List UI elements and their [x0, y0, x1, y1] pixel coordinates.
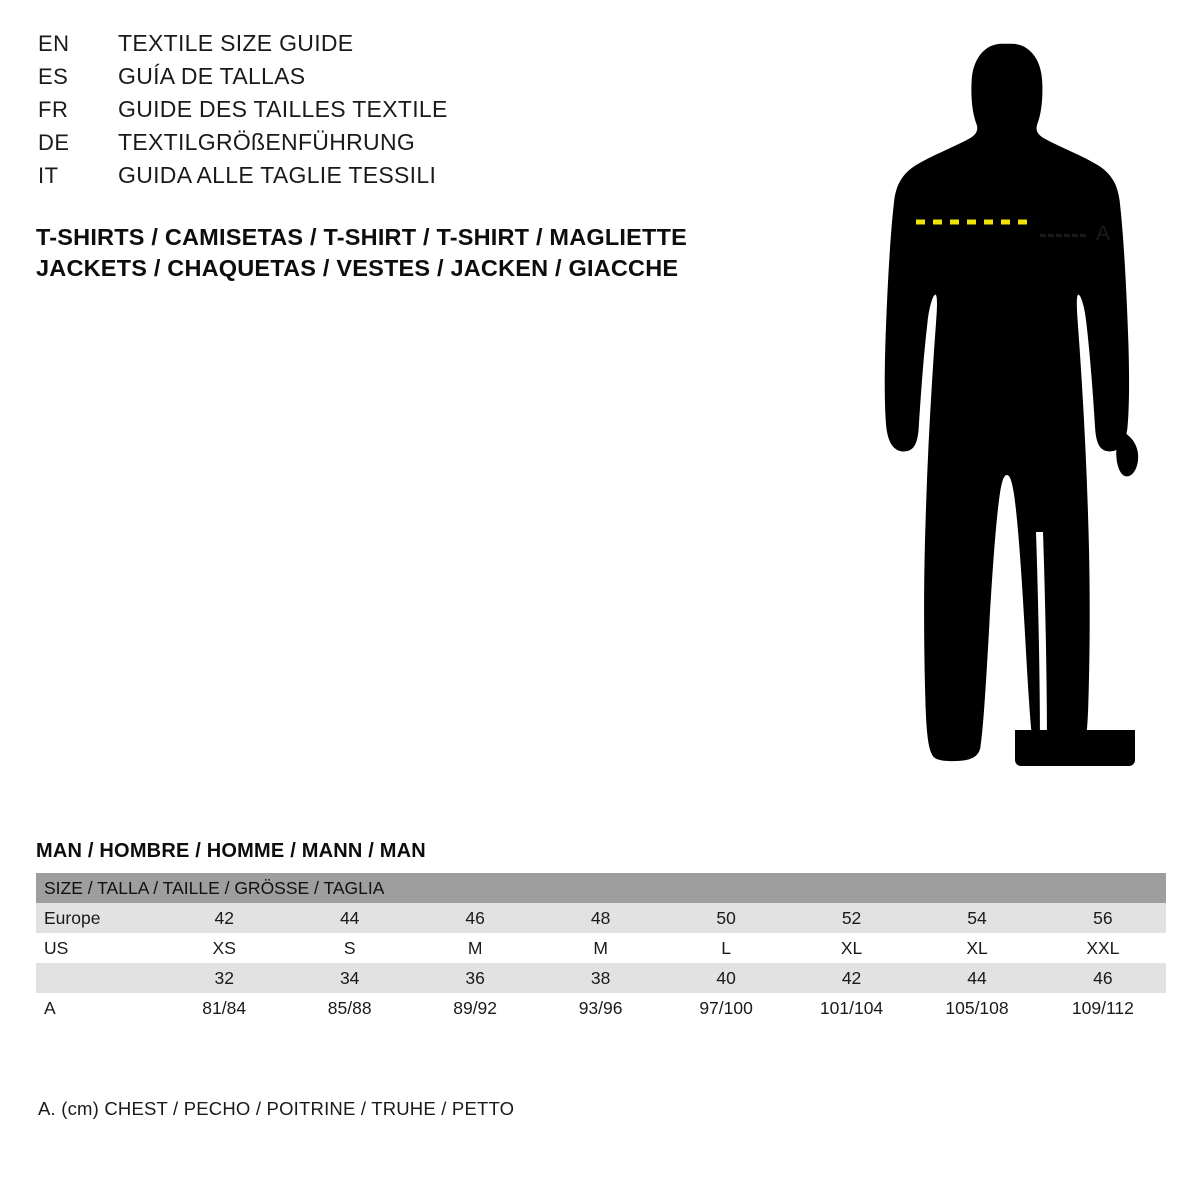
cell: M [412, 933, 537, 963]
cell: 46 [1040, 963, 1166, 993]
row-label: US [36, 933, 161, 963]
table-row [36, 993, 1166, 1023]
row-label: Europe [36, 903, 161, 933]
cell: 93/96 [538, 993, 663, 1023]
measure-label-a: A [1096, 222, 1112, 245]
category-jackets: JACKETS / CHAQUETAS / VESTES / JACKEN / GIACCHE [36, 255, 679, 281]
language-row-it [38, 162, 758, 195]
cell: 44 [914, 963, 1039, 993]
cell: 44 [287, 903, 412, 933]
category-tshirts: T-SHIRTS / CAMISETAS / T-SHIRT / T-SHIRT / MAGLIETTE [36, 224, 687, 250]
cell: 54 [914, 903, 1039, 933]
cell: XS [161, 933, 286, 963]
table-row [36, 963, 1166, 993]
male-silhouette-figure [820, 10, 1180, 800]
language-title: GUIDE DES TAILLES TEXTILE [118, 96, 448, 122]
cell: 50 [663, 903, 788, 933]
table-header-row [36, 873, 1166, 903]
cell: 81/84 [161, 993, 286, 1023]
silhouette-foot-base [1015, 730, 1135, 766]
language-row-es [38, 63, 758, 96]
language-row-en [38, 30, 758, 63]
table-header-label: SIZE / TALLA / TAILLE / GRÖSSE / TAGLIA [36, 873, 1166, 903]
measurement-footnote: A. (cm) CHEST / PECHO / POITRINE / TRUHE / PETTO [38, 1098, 515, 1119]
row-label: A [36, 993, 161, 1023]
cell: 109/112 [1040, 993, 1166, 1023]
language-code: DE [38, 130, 70, 155]
language-title: TEXTILGRÖßENFÜHRUNG [118, 129, 416, 155]
silhouette-svg [820, 10, 1180, 800]
cell: L [663, 933, 788, 963]
garment-categories [36, 222, 687, 284]
cell: 40 [663, 963, 788, 993]
cell: 48 [538, 903, 663, 933]
cell: 32 [161, 963, 286, 993]
size-table-section [36, 840, 1166, 1023]
language-title: GUIDA ALLE TAGLIE TESSILI [118, 162, 437, 188]
cell: XL [789, 933, 914, 963]
row-label [36, 963, 161, 993]
language-row-fr [38, 96, 758, 129]
language-row-de [38, 129, 758, 162]
language-list [38, 30, 758, 195]
measure-leader-line [1040, 234, 1086, 237]
language-code: ES [38, 64, 69, 89]
cell: M [538, 933, 663, 963]
cell: XXL [1040, 933, 1166, 963]
language-title: GUÍA DE TALLAS [118, 63, 306, 89]
cell: 38 [538, 963, 663, 993]
cell: 42 [161, 903, 286, 933]
table-row [36, 903, 1166, 933]
cell: 97/100 [663, 993, 788, 1023]
cell: S [287, 933, 412, 963]
language-code: IT [38, 163, 59, 188]
cell: 34 [287, 963, 412, 993]
silhouette-path [885, 44, 1129, 761]
cell: 101/104 [789, 993, 914, 1023]
size-table [36, 873, 1166, 1023]
silhouette-hand-detail [1116, 432, 1138, 476]
cell: XL [914, 933, 1039, 963]
cell: 85/88 [287, 993, 412, 1023]
table-row [36, 933, 1166, 963]
language-title: TEXTILE SIZE GUIDE [118, 30, 354, 56]
language-code: EN [38, 31, 70, 56]
cell: 46 [412, 903, 537, 933]
cell: 105/108 [914, 993, 1039, 1023]
language-code: FR [38, 97, 69, 122]
cell: 52 [789, 903, 914, 933]
cell: 56 [1040, 903, 1166, 933]
table-group-title: MAN / HOMBRE / HOMME / MANN / MAN [36, 840, 426, 862]
cell: 36 [412, 963, 537, 993]
cell: 42 [789, 963, 914, 993]
cell: 89/92 [412, 993, 537, 1023]
